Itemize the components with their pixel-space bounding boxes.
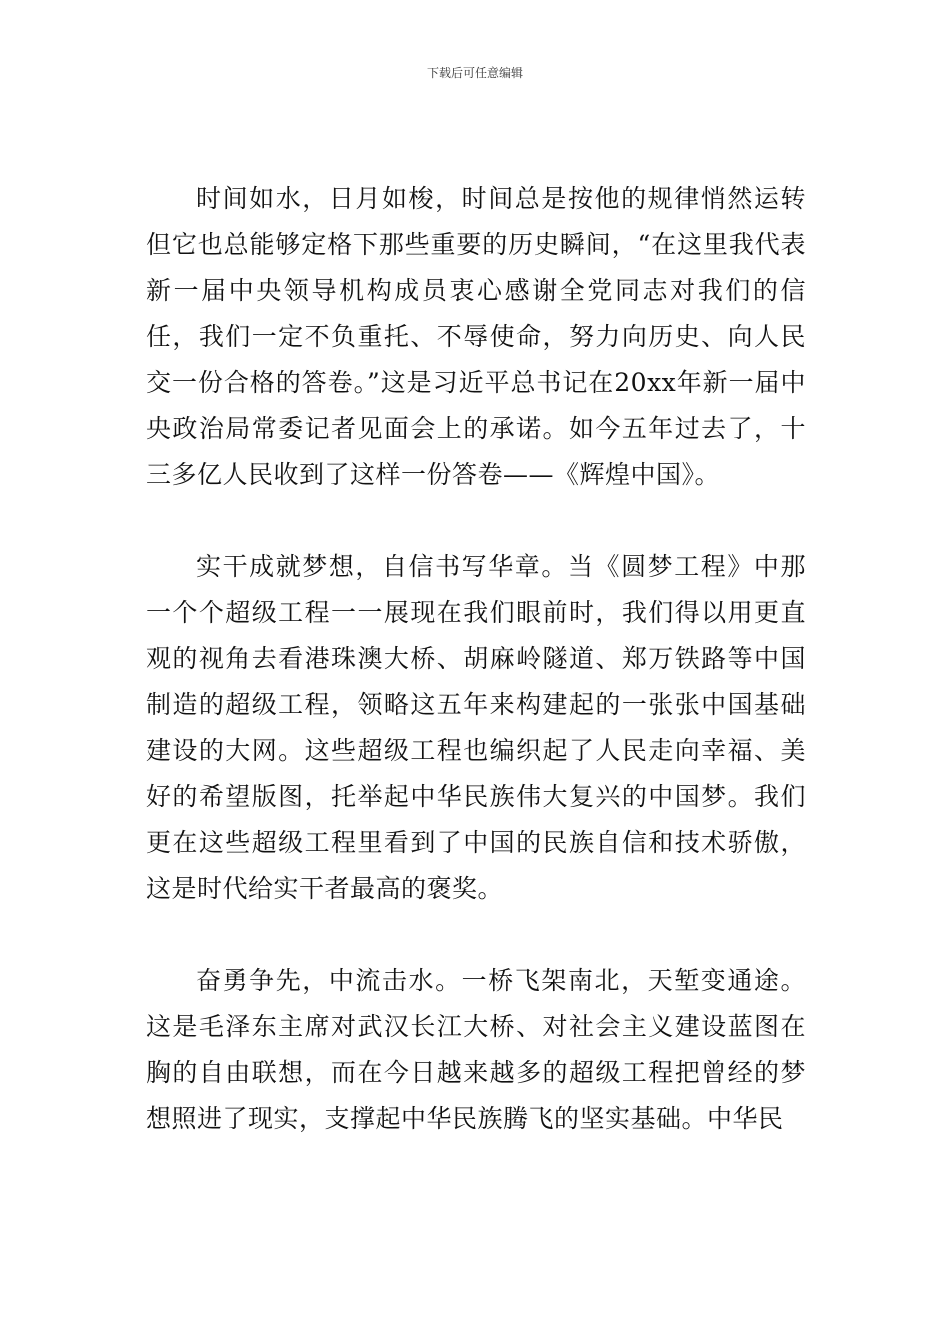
paragraph-1: 时间如水，日月如梭，时间总是按他的规律悄然运转但它也总能够定格下那些重要的历史瞬间，“在这里我代表新一届中央领导机构成员衷心感谢全党同志对我们的信任，我们一定不负重托、不辱使命，努力向历史、向人民交一份合格的答卷。”这是习近平总书记在20xx年新一届中央政治局常委记者见面会上的承诺。如今五年过去了，十三多亿人民收到了这样一份答卷——《辉煌中国》。	[146, 184, 806, 489]
document-body	[146, 176, 806, 1142]
page-header-note: 下载后可任意编辑	[426, 66, 523, 80]
paragraph-2: 实干成就梦想，自信书写华章。当《圆梦工程》中那一个个超级工程一一展现在我们眼前时，我们得以用更直观的视角去看港珠澳大桥、胡麻岭隧道、郑万铁路等中国制造的超级工程，领略这五年来构建起的一张张中国基础建设的大网。这些超级工程也编织起了人民走向幸福、美好的希望版图，托举起中华民族伟大复兴的中国梦。我们更在这些超级工程里看到了中国的民族自信和技术骄傲，这是时代给实干者最高的褒奖。	[146, 552, 806, 903]
paragraph-3: 奋勇争先，中流击水。一桥飞架南北，天堑变通途。这是毛泽东主席对武汉长江大桥、对社会主义建设蓝图在胸的自由联想，而在今日越来越多的超级工程把曾经的梦想照进了现实，支撑起中华民族腾飞的坚实基础。中华民	[146, 966, 806, 1133]
